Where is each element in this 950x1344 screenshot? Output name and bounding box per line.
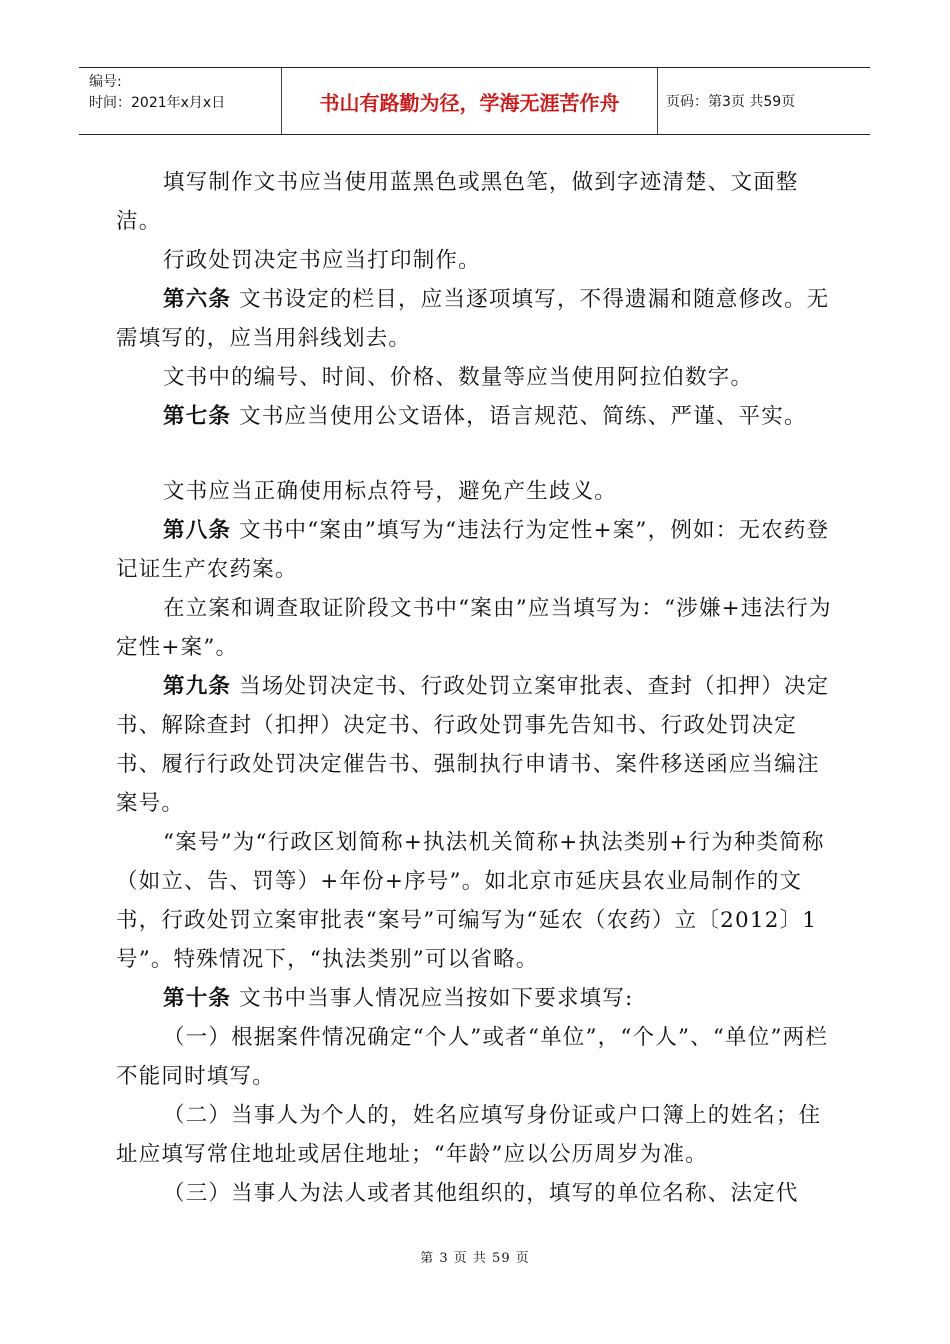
paragraph — [116, 163, 840, 241]
paragraph — [116, 1018, 840, 1096]
paragraph-text: 文书中“案由”填写为“违法行为定性+案”，例如：无农药登记证生产农药案。 — [116, 518, 830, 582]
article-number: 第十条 — [163, 986, 232, 1011]
paragraph-text: 填写制作文书应当使用蓝黑色或黑色笔，做到字迹清楚、文面整洁。 — [116, 170, 799, 234]
paragraph-text: （三）当事人为法人或者其他组织的，填写的单位名称、法定代 — [163, 1181, 799, 1206]
paragraph — [116, 241, 840, 280]
paragraph-text: 文书中的编号、时间、价格、数量等应当使用阿拉伯数字。 — [163, 365, 754, 390]
paragraph — [116, 667, 840, 823]
header-meta — [79, 68, 282, 134]
paragraph-text: 当场处罚决定书、行政处罚立案审批表、查封（扣押）决定书、解除查封（扣押）决定书、行政处罚事先告知书、行政处罚决定书、履行行政处罚决定催告书、强制执行申请书、案件移送函应当编注案号。 — [116, 674, 830, 816]
header-motto: 书山有路勤为径，学海无涯苦作舟 — [282, 68, 658, 134]
paragraph — [116, 358, 840, 397]
document-number-label: 编号: — [89, 74, 122, 90]
paragraph-text: 文书应当正确使用标点符号，避免产生歧义。 — [163, 479, 618, 504]
paragraph — [116, 472, 840, 511]
paragraph-text: 行政处罚决定书应当打印制作。 — [163, 248, 481, 273]
page-footer: 第 3 页 共 59 页 — [420, 1251, 530, 1266]
paragraph-text: 文书应当使用公文语体，语言规范、简练、严谨、平实。 — [231, 404, 807, 429]
article-number: 第八条 — [163, 518, 232, 543]
paragraph-text: 在立案和调查取证阶段文书中“案由”应当填写为：“涉嫌+违法行为定性+案”。 — [116, 596, 832, 660]
page-header — [79, 67, 870, 135]
article-number: 第七条 — [163, 404, 232, 429]
document-time-label: 时间：2021年x月x日 — [89, 95, 226, 111]
paragraph — [116, 397, 840, 436]
paragraph-text: 文书设定的栏目，应当逐项填写，不得遗漏和随意修改。无需填写的，应当用斜线划去。 — [116, 287, 830, 351]
paragraph-text: “案号”为“行政区划简称+执法机关简称+执法类别+行为种类简称（如立、告、罚等）+年份+序号”。如北京市延庆县农业局制作的文书，行政处罚立案审批表“案号”可编写为“延农（农药）立〔2012〕1号”。特殊情况下，“执法类别”可以省略。 — [116, 830, 825, 972]
article-number: 第九条 — [163, 674, 232, 699]
paragraph — [116, 511, 840, 589]
paragraph-text: （一）根据案件情况确定“个人”或者“单位”，“个人”、“单位”两栏不能同时填写。 — [116, 1025, 829, 1089]
paragraph — [116, 589, 840, 667]
paragraph — [116, 979, 840, 1018]
paragraph — [116, 1174, 840, 1213]
paragraph — [116, 823, 840, 979]
paragraph — [116, 280, 840, 358]
paragraph — [116, 1096, 840, 1174]
header-page-info: 页码：第3页 共59页 — [666, 94, 796, 110]
paragraph-text: 文书中当事人情况应当按如下要求填写: — [231, 986, 634, 1011]
paragraph-text: （二）当事人为个人的，姓名应填写身份证或户口簿上的姓名；住址应填写常住地址或居住地址；“年龄”应以公历周岁为准。 — [116, 1103, 822, 1167]
document-body — [116, 163, 840, 1213]
article-number: 第六条 — [163, 287, 232, 312]
